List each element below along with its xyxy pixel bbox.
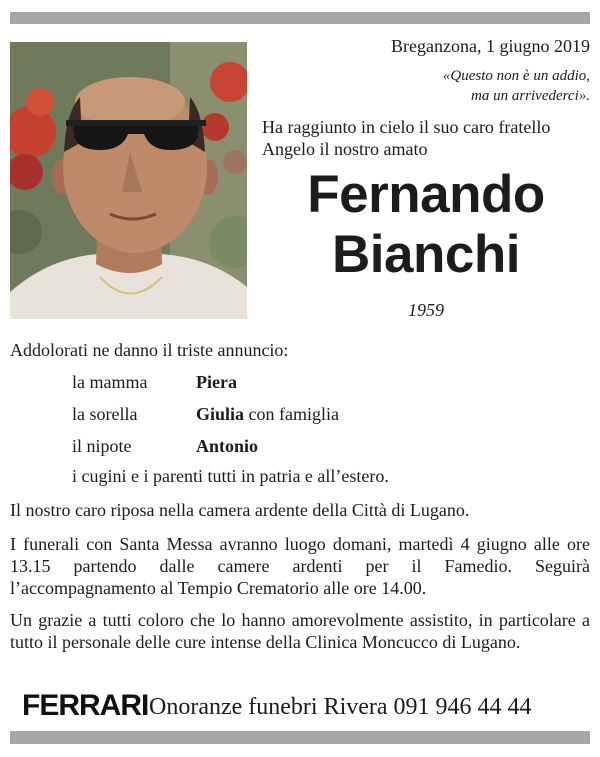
funeral-paragraph: I funerali con Santa Messa avranno luogo domani, martedì 4 giugno alle ore 13.15 partendo dalle camere ardenti per il Famedio. Seguirà l’accompagnamento al Tempio Crematorio alle ore 14.00. bbox=[10, 534, 590, 598]
intro-line-2: Angelo il nostro amato bbox=[262, 139, 428, 159]
deceased-name bbox=[262, 165, 590, 285]
place-date: Breganzona, 1 giugno 2019 bbox=[391, 36, 590, 56]
quote-line-2: ma un arrivederci». bbox=[470, 88, 590, 104]
relative-row bbox=[72, 368, 339, 400]
thanks-paragraph: Un grazie a tutti coloro che lo hanno amorevolmente assistito, in particolare a tutto il personale delle cure intense della Clinica Moncucco di Lugano. bbox=[10, 610, 590, 652]
relatives-list bbox=[72, 368, 339, 464]
relative-role: la sorella bbox=[72, 404, 138, 424]
relative-role: il nipote bbox=[72, 436, 132, 456]
intro-line-1: Ha raggiunto in cielo il suo caro fratello bbox=[262, 117, 551, 137]
relative-name: Piera bbox=[196, 372, 237, 392]
portrait-photo bbox=[10, 42, 247, 319]
relative-name: Antonio bbox=[196, 436, 259, 456]
relative-extra: con famiglia bbox=[244, 404, 339, 424]
funeral-home-logo: FERRARI bbox=[22, 689, 149, 722]
cousins-line: i cugini e i parenti tutti in patria e all’estero. bbox=[72, 466, 389, 486]
last-name: Bianchi bbox=[332, 225, 520, 284]
quote-line-1: «Questo non è un addio, bbox=[442, 68, 590, 84]
first-name: Fernando bbox=[307, 165, 545, 224]
relative-row bbox=[72, 400, 339, 432]
intro-text bbox=[262, 116, 590, 160]
announcement: Addolorati ne danno il triste annuncio: bbox=[10, 340, 289, 360]
rest-paragraph: Il nostro caro riposa nella camera ardente della Città di Lugano. bbox=[10, 500, 470, 520]
epitaph-quote bbox=[340, 66, 590, 106]
birth-year: 1959 bbox=[408, 300, 444, 320]
funeral-home-contact: Onoranze funebri Rivera 091 946 44 44 bbox=[149, 694, 532, 720]
bottom-rule bbox=[10, 731, 590, 744]
relative-role: la mamma bbox=[72, 372, 148, 392]
top-rule bbox=[10, 12, 590, 24]
relative-row bbox=[72, 432, 339, 464]
relative-name: Giulia bbox=[196, 404, 245, 424]
footer bbox=[22, 689, 582, 723]
